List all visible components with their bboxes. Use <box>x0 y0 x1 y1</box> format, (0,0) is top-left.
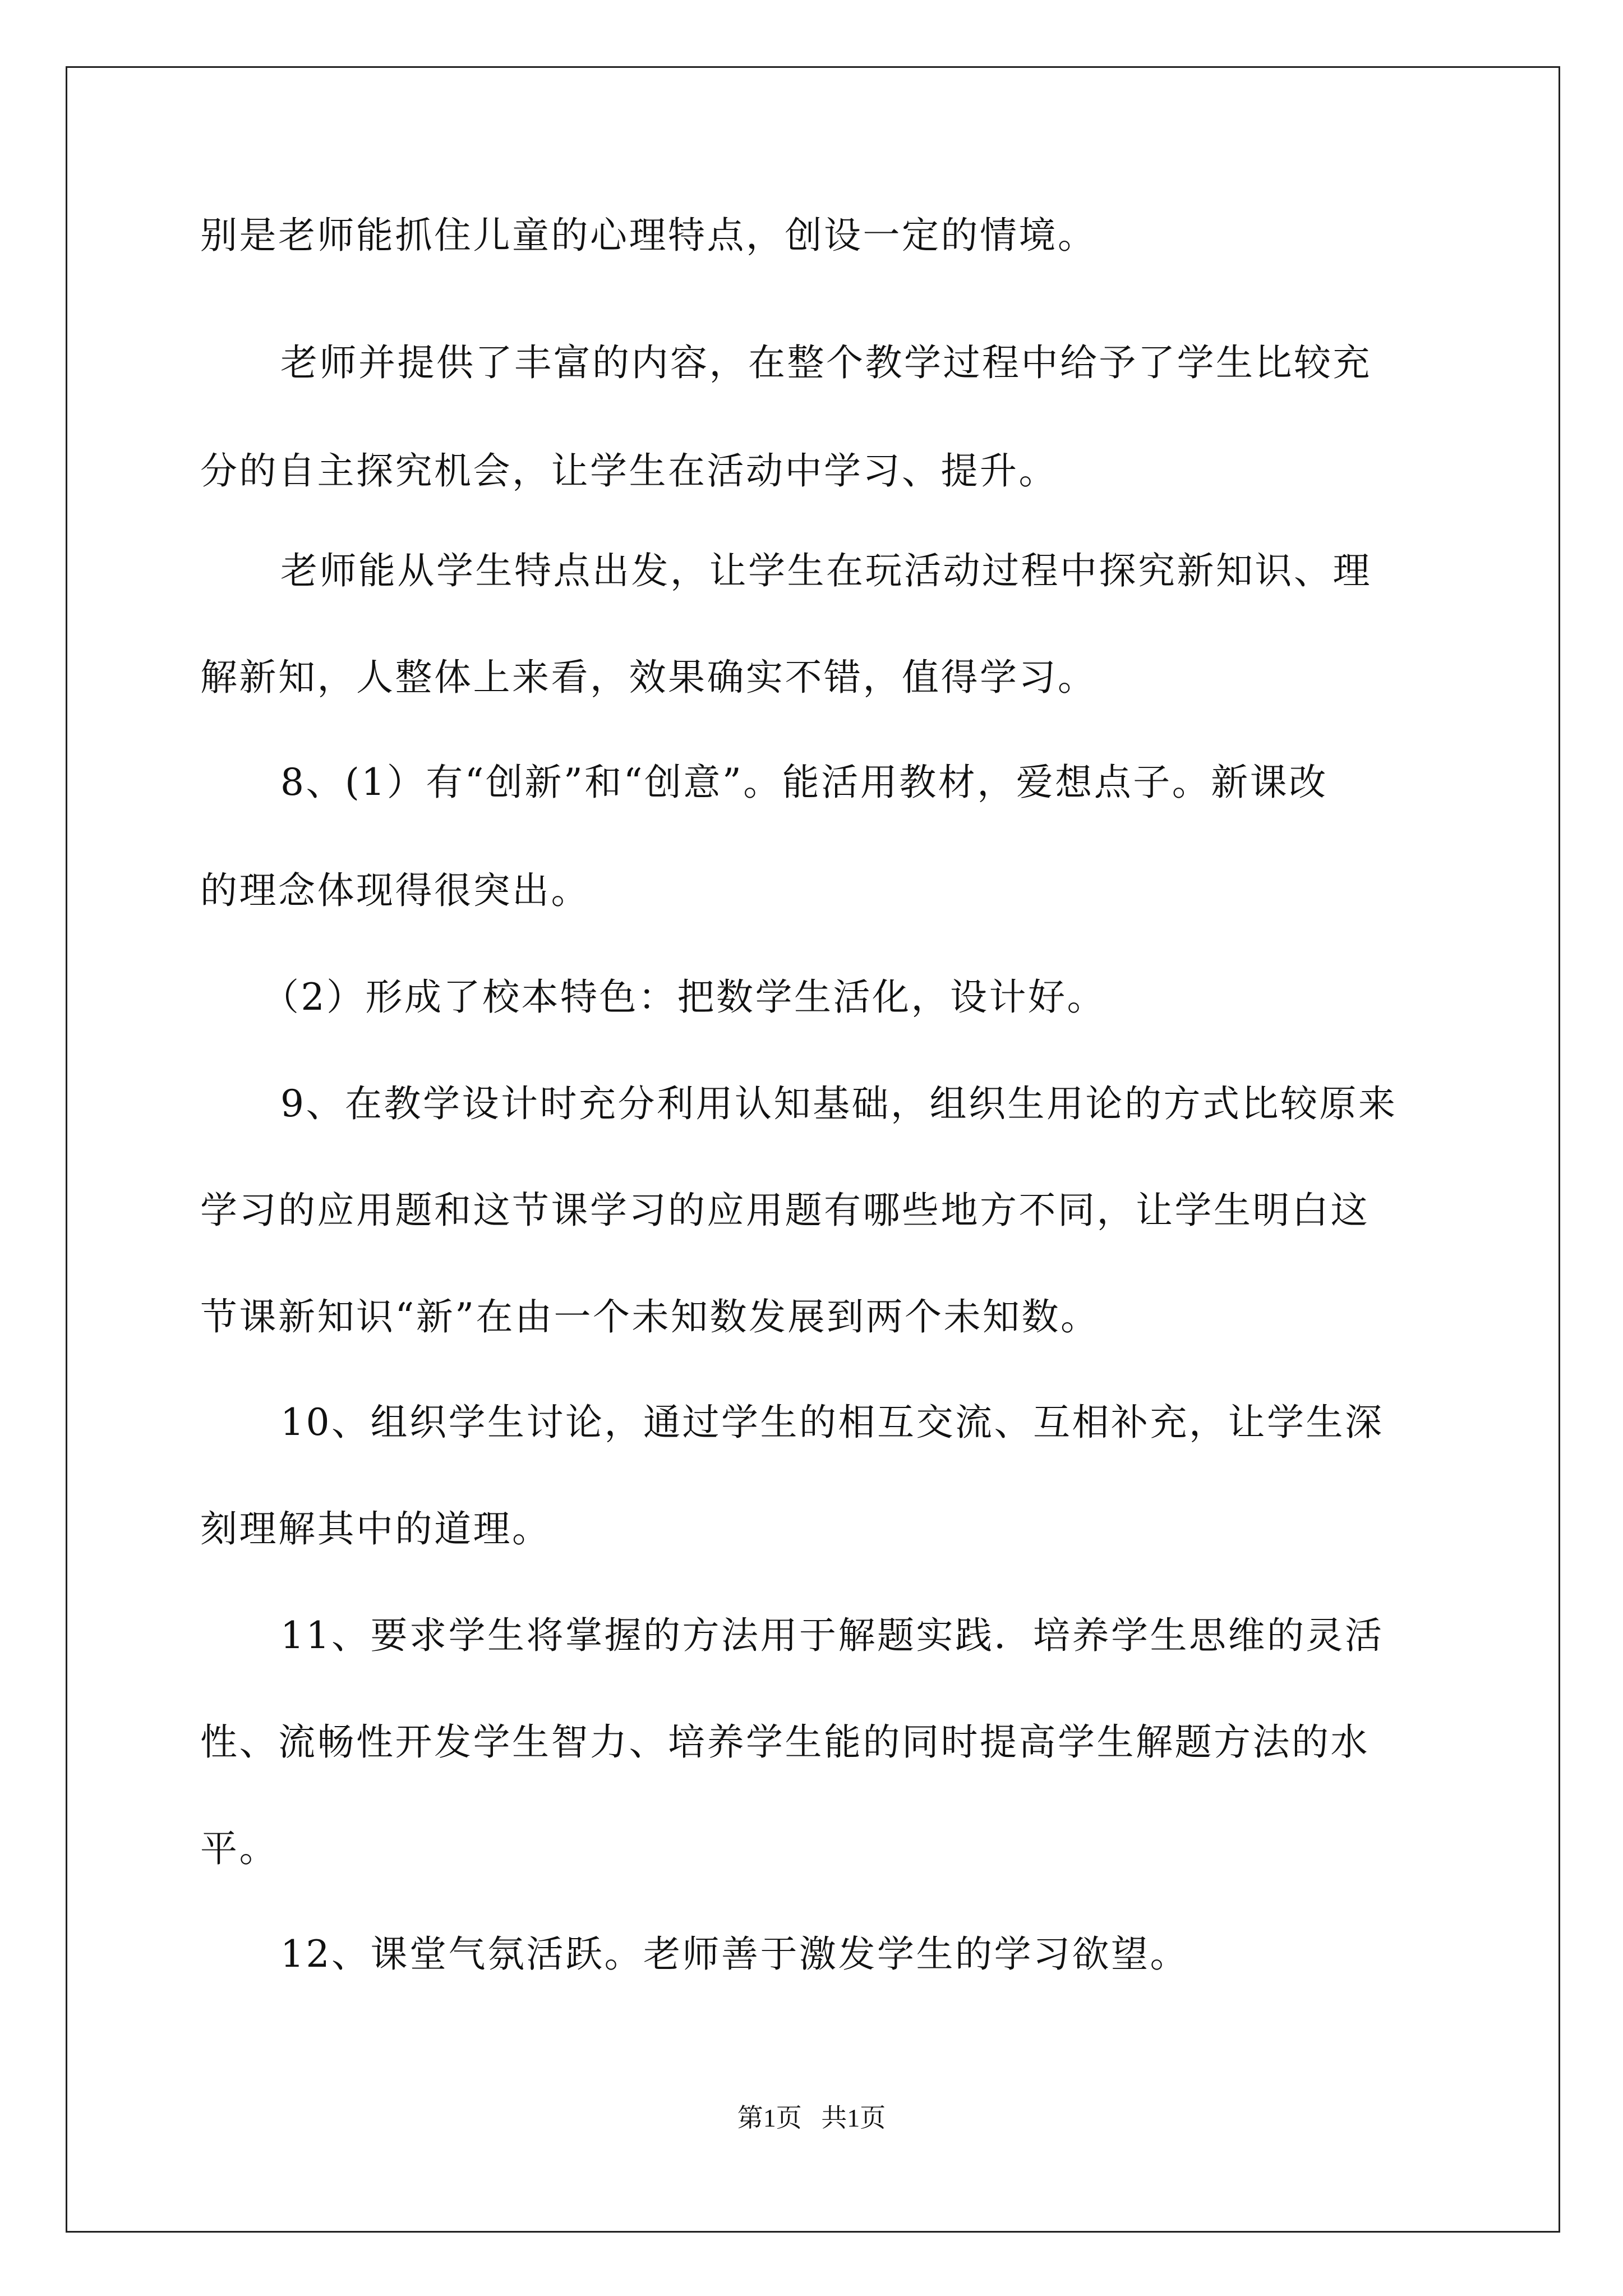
text-line: 刻理解其中的道理。 <box>200 1507 551 1550</box>
paragraph-line: 10、组织学生讨论，通过学生的相互交流、互相补充，让学生深 <box>280 1401 1384 1444</box>
paragraph-line: 8、(1）有“创新”和“创意”。能活用教材，爱想点子。新课改 <box>280 761 1328 804</box>
paragraph-line: 老师并提供了丰富的内容，在整个教学过程中给予了学生比较充 <box>280 341 1372 384</box>
text-line: 节课新知识“新”在由一个未知数发展到两个未知数。 <box>200 1295 1100 1338</box>
text-line: 的理念体现得很突出。 <box>200 869 590 912</box>
paragraph-line: （2）形成了校本特色：把数学生活化，设计好。 <box>262 976 1106 1019</box>
text-line: 别是老师能抓住儿童的心理特点，创设一定的情境。 <box>200 214 1097 257</box>
text-line: 平。 <box>200 1827 278 1870</box>
text-line: 分的自主探究机会，让学生在活动中学习、提升。 <box>200 449 1058 493</box>
paragraph-line: 9、在教学设计时充分利用认知基础，组织生用论的方式比较原来 <box>280 1082 1398 1125</box>
text-line: 解新知，人整体上来看，效果确实不错，值得学习。 <box>200 656 1097 699</box>
paragraph-line: 老师能从学生特点出发，让学生在玩活动过程中探究新知识、理 <box>280 549 1372 592</box>
text-line: 性、流畅性开发学生智力、培养学生能的同时提高学生解题方法的水 <box>200 1720 1370 1764</box>
page-footer: 第1页 共1页 <box>737 2104 886 2132</box>
paragraph-line: 12、课堂气氛活跃。老师善于激发学生的学习欲望。 <box>280 1932 1189 1976</box>
paragraph-line: 11、要求学生将掌握的方法用于解题实践．培养学生思维的灵活 <box>280 1614 1384 1657</box>
text-line: 学习的应用题和这节课学习的应用题有哪些地方不同，让学生明白这 <box>200 1189 1370 1232</box>
page-border <box>66 66 1560 2233</box>
